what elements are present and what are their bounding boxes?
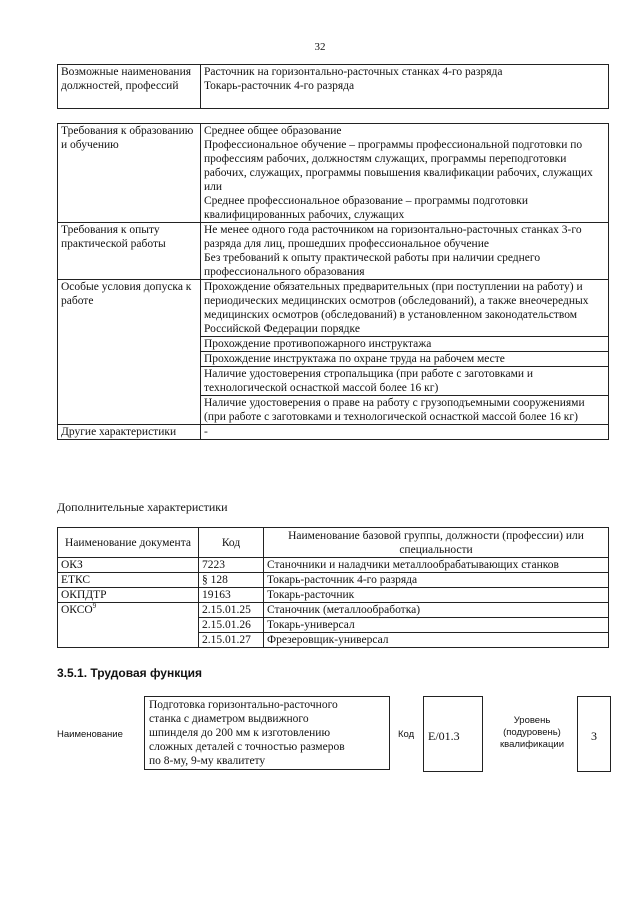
level-label-line: (подуровень) — [503, 727, 561, 738]
condition-1: Прохождение обязательных предварительных (при поступлении на работу) и периодических медицинских осмотров (обследований), а также внеочередных медицинских осмотров (обследований) в установленном законодательством Российской Федерации порядке — [201, 280, 608, 337]
row-code: § 128 — [199, 573, 264, 588]
row-doc — [58, 633, 199, 648]
function-name-line: станка с диаметром выдвижного — [149, 713, 309, 725]
experience-label: Требования к опыту практической работы — [58, 223, 201, 280]
additional-table — [57, 527, 609, 648]
row-doc: ОКПДТР — [58, 588, 199, 603]
page-number: 32 — [314, 41, 326, 53]
row-doc — [58, 603, 199, 618]
additional-title: Дополнительные характеристики — [57, 500, 228, 514]
row-doc — [58, 618, 199, 633]
level-label — [490, 715, 574, 751]
education-line-1: Среднее общее образование — [204, 125, 342, 137]
level-box — [577, 696, 611, 772]
name-label: Наименование — [57, 729, 123, 740]
education-values — [201, 124, 609, 223]
other-label: Другие характеристики — [58, 425, 201, 440]
education-line-2: Профессиональное обучение – программы профессиональной подготовки по профессиям рабочих, должностям служащих, программы переподготовки рабочих, служащих, программы повышения квалификации рабочих, служащих — [204, 139, 593, 179]
function-name-line: сложных деталей с точностью размеров — [149, 741, 345, 753]
function-name-line: по 8-му, 9-му квалитету — [149, 755, 266, 767]
position-1: Расточник на горизонтально-расточных станках 4-го разряда — [204, 66, 503, 78]
conditions-label: Особые условия допуска к работе — [58, 280, 201, 425]
row-code: 7223 — [199, 558, 264, 573]
experience-line-2: Без требований к опыту практической работы при наличии среднего профессионального образования — [204, 252, 541, 278]
row-code: 2.15.01.26 — [199, 618, 264, 633]
positions-table — [57, 64, 609, 109]
education-line-3: или — [204, 181, 223, 193]
table-row — [58, 603, 609, 618]
condition-5: Наличие удостоверения о праве на работу с грузоподъемными сооружениями (при работе с заготовками и технологической оснасткой массой более 16 кг) — [204, 397, 585, 423]
education-line-4: Среднее профессиональное образование – программы подготовки квалифицированных рабочих, служащих — [204, 195, 529, 221]
experience-values — [201, 223, 609, 280]
table-row — [58, 573, 609, 588]
condition-4: Наличие удостоверения стропальщика (при работе с заготовками и технологической оснасткой массой более 16 кг) — [201, 367, 608, 396]
table-row — [58, 588, 609, 603]
row-doc: ЕТКС — [58, 573, 199, 588]
position-2: Токарь-расточник 4-го разряда — [204, 80, 355, 92]
row-name: Токарь-универсал — [264, 618, 609, 633]
row-code: 2.15.01.25 — [199, 603, 264, 618]
level-label-line: квалификации — [499, 739, 565, 750]
function-name-box — [144, 696, 390, 770]
footnote-mark: 9 — [92, 602, 97, 610]
header-code: Код — [199, 528, 264, 558]
positions-values — [201, 65, 609, 109]
row-name: Токарь-расточник — [264, 588, 609, 603]
code-box — [423, 696, 483, 772]
function-name-line: шпинделя до 200 мм к изготовлению — [149, 727, 331, 739]
section-title: 3.5.1. Трудовая функция — [57, 666, 202, 680]
conditions-values — [201, 280, 609, 425]
function-name-line: Подготовка горизонтально-расточного — [149, 699, 338, 711]
level-value: 3 — [591, 729, 597, 743]
header-document: Наименование документа — [58, 528, 199, 558]
level-label-line: Уровень — [513, 715, 551, 726]
condition-2: Прохождение противопожарного инструктажа — [201, 337, 608, 352]
row-doc: ОКЗ — [58, 558, 199, 573]
code-label: Код — [398, 729, 415, 740]
row-code: 2.15.01.27 — [199, 633, 264, 648]
other-value: - — [201, 425, 609, 440]
row-name: Фрезеровщик-универсал — [264, 633, 609, 648]
code-value: E/01.3 — [428, 729, 460, 743]
experience-line-1: Не менее одного года расточником на горизонтально-расточных станках 3-го разряда для лиц, прошедших профессиональное обучение — [204, 224, 582, 250]
row-name: Станочники и наладчики металлообрабатывающих станков — [264, 558, 609, 573]
row-name: Станочник (металлообработка) — [264, 603, 609, 618]
positions-label: Возможные наименования должностей, профессий — [58, 65, 201, 109]
table-row — [58, 618, 609, 633]
row-code: 19163 — [199, 588, 264, 603]
requirements-table — [57, 123, 609, 440]
education-label: Требования к образованию и обучению — [58, 124, 201, 223]
okso-label: ОКСО — [61, 604, 93, 616]
table-row — [58, 558, 609, 573]
table-row — [58, 633, 609, 648]
row-name: Токарь-расточник 4-го разряда — [264, 573, 609, 588]
condition-3: Прохождение инструктажа по охране труда на рабочем месте — [201, 352, 608, 367]
header-name: Наименование базовой группы, должности (профессии) или специальности — [264, 528, 609, 558]
